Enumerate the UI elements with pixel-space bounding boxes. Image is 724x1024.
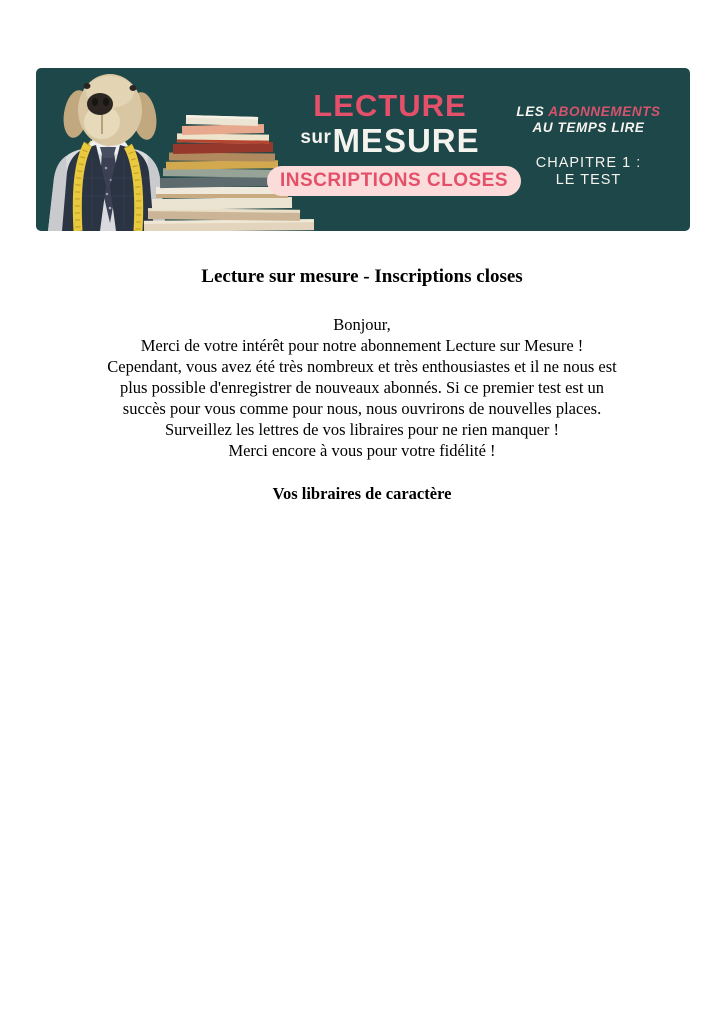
body-line: plus possible d'enregistrer de nouveaux abonnés. Si ce premier test est un [119, 378, 605, 397]
body-line: succès pour vous comme pour nous, nous ouvrirons de nouvelles places. [122, 399, 602, 418]
chapitre-block [506, 155, 671, 190]
body-line: Merci de votre intérêt pour notre abonnement Lecture sur Mesure ! [140, 336, 584, 355]
logo-sur-mesure [267, 124, 513, 157]
logo-sur: sur [300, 127, 332, 148]
chapitre-line1: CHAPITRE 1 : [535, 154, 642, 171]
abonnements-line [506, 104, 671, 120]
logo-mesure: MESURE [332, 122, 480, 159]
les-label: LES [516, 104, 545, 119]
body-line: Bonjour, [333, 315, 391, 334]
dog-tailor-illustration [48, 74, 166, 231]
page-title: Lecture sur mesure - Inscriptions closes [201, 266, 523, 287]
letter-content [0, 231, 724, 504]
letter-body [32, 314, 692, 461]
inscriptions-closes-badge: INSCRIPTIONS CLOSES [267, 166, 521, 196]
header-banner [36, 68, 690, 231]
abonnements-label: ABONNEMENTS [548, 104, 661, 119]
signature: Vos libraires de caractère [272, 484, 452, 503]
chapitre-line2: LE TEST [555, 172, 622, 189]
au-temps-lire-label: AU TEMPS LIRE [532, 119, 645, 135]
banner-logo-block [267, 90, 513, 196]
logo-lecture: LECTURE [313, 88, 467, 123]
body-line: Surveillez les lettres de vos libraires pour ne rien manquer ! [164, 420, 560, 439]
body-line: Merci encore à vous pour votre fidélité ! [228, 441, 496, 460]
banner-right-block [506, 104, 671, 190]
body-line: Cependant, vous avez été très nombreux et très enthousiastes et il ne nous est [107, 357, 617, 376]
